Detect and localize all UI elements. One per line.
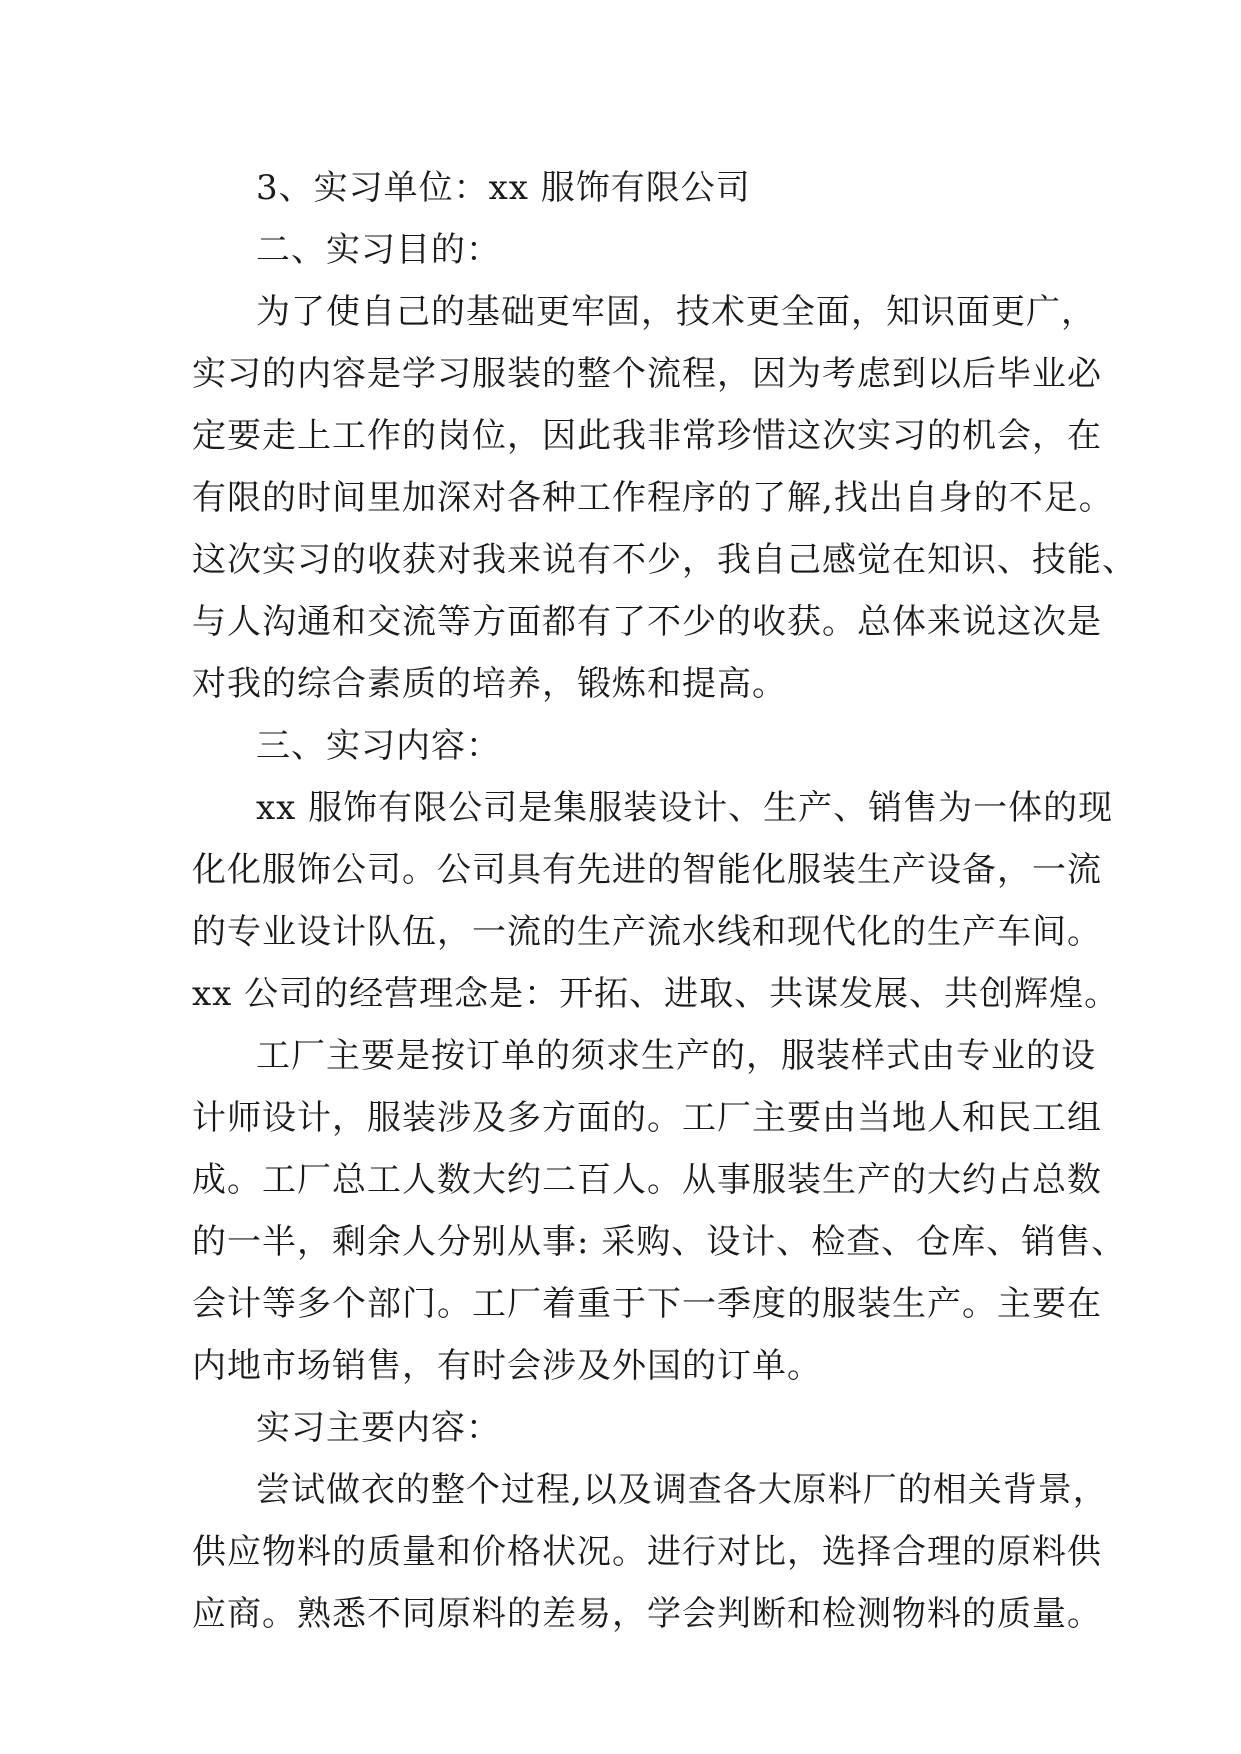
text-line	[192, 1149, 1102, 1211]
line-text: 对我的综合素质的培养，锻炼和提高。	[192, 664, 787, 704]
text-line	[192, 467, 1114, 529]
line-text: 二、实习目的：	[256, 230, 501, 270]
line-text: 会计等多个部门。工厂着重于下一季度的服装生产。主要在	[192, 1284, 1102, 1324]
text-line	[192, 157, 1078, 219]
text-line	[192, 777, 1114, 839]
section-heading	[192, 219, 1078, 281]
text-line	[192, 963, 1120, 1025]
line-text: 内地市场销售，有时会涉及外国的订单。	[192, 1346, 822, 1386]
line-text: 这次实习的收获对我来说有不少，我自己感觉在知识、技能、	[192, 540, 1137, 580]
text-line	[192, 1335, 1078, 1397]
text-line	[192, 653, 1078, 715]
line-text: 供应物料的质量和价格状况。进行对比，选择合理的原料供	[192, 1532, 1102, 1572]
line-text: 实习的内容是学习服装的整个流程，因为考虑到以后毕业必	[192, 354, 1102, 394]
section-heading	[192, 715, 1078, 777]
text-line	[192, 1025, 1096, 1087]
text-line	[192, 839, 1102, 901]
text-line	[192, 1087, 1102, 1149]
line-text: 三、实习内容：	[256, 726, 501, 766]
line-text: 的一半，剩余人分别从事: 采购、设计、检查、仓库、销售、	[192, 1222, 1127, 1262]
line-text: 与人沟通和交流等方面都有了不少的收获。总体来说这次是	[192, 602, 1102, 642]
line-text: 定要走上工作的岗位，因此我非常珍惜这次实习的机会，在	[192, 416, 1102, 456]
line-text: 化化服饰公司。公司具有先进的智能化服装生产设备，一流	[192, 850, 1102, 890]
text-line	[192, 281, 1096, 343]
document-page	[192, 157, 1137, 1645]
line-text: 3、实习单位：xx 服饰有限公司	[256, 168, 751, 208]
line-text: 有限的时间里加深对各种工作程序的了解,找出自身的不足。	[192, 478, 1114, 518]
text-line	[192, 343, 1102, 405]
line-text: 计师设计，服装涉及多方面的。工厂主要由当地人和民工组	[192, 1098, 1102, 1138]
line-text: xx 服饰有限公司是集服装设计、生产、销售为一体的现	[256, 788, 1114, 828]
line-text: 尝试做衣的整个过程,以及调查各大原料厂的相关背景，	[256, 1470, 1108, 1510]
line-text: 实习主要内容：	[256, 1408, 501, 1448]
text-line	[192, 901, 1102, 963]
text-line	[192, 1211, 1127, 1273]
text-line	[192, 405, 1102, 467]
text-line	[192, 1521, 1102, 1583]
text-line	[192, 1273, 1102, 1335]
line-text: 为了使自己的基础更牢固，技术更全面，知识面更广，	[256, 292, 1096, 332]
line-text: 工厂主要是按订单的须求生产的，服装样式由专业的设	[256, 1036, 1096, 1076]
line-text: xx 公司的经营理念是：开拓、进取、共谋发展、共创辉煌。	[192, 974, 1120, 1014]
text-line	[192, 591, 1102, 653]
line-text: 应商。熟悉不同原料的差易，学会判断和检测物料的质量。	[192, 1594, 1102, 1634]
text-line	[192, 529, 1137, 591]
section-heading	[192, 1397, 1078, 1459]
line-text: 成。工厂总工人数大约二百人。从事服装生产的大约占总数	[192, 1160, 1102, 1200]
line-text: 的专业设计队伍，一流的生产流水线和现代化的生产车间。	[192, 912, 1102, 952]
text-line	[192, 1583, 1102, 1645]
text-line	[192, 1459, 1108, 1521]
